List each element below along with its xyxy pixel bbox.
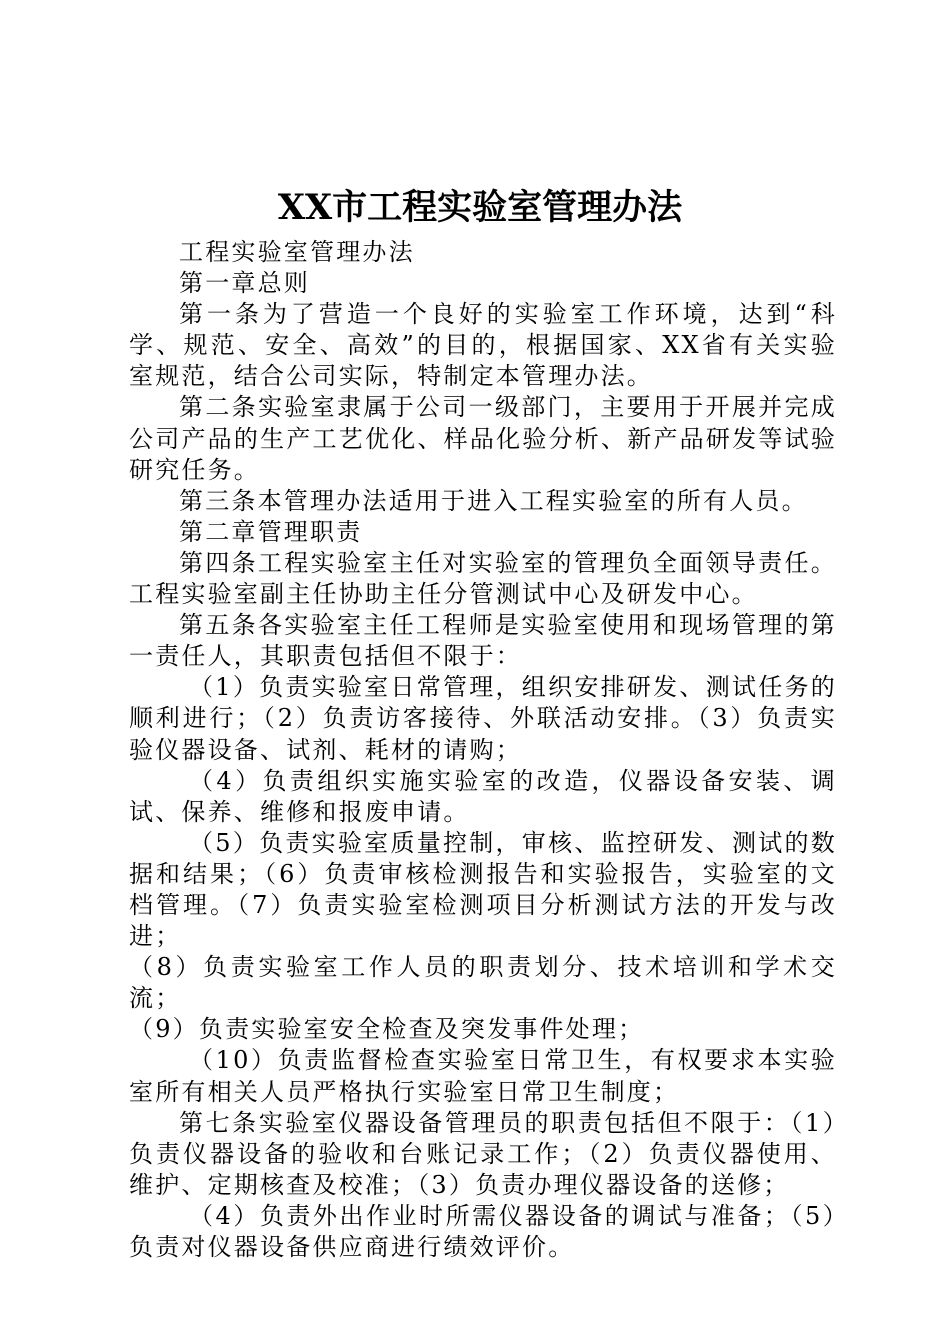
paragraph-duty-8: （8）负责实验室工作人员的职责划分、技术培训和学术交流；: [129, 953, 837, 1013]
paragraph-chapter-2-heading: 第二章管理职责: [179, 517, 363, 546]
document-body: [129, 237, 837, 1263]
paragraph-duty-1-3: （1）负责实验室日常管理，组织安排研发、测试任务的顺利进行；（2）负责访客接待、外联活动安排。（3）负责实验仪器设备、试剂、耗材的请购；: [129, 673, 837, 764]
paragraph-article-7-cont: （4）负责外出作业时所需仪器设备的调试与准备；（5）负责对仪器设备供应商进行绩效评价。: [129, 1201, 837, 1261]
document-title: XX市工程实验室管理办法: [277, 187, 683, 228]
paragraph-duty-10: （10）负责监督检查实验室日常卫生，有权要求本实验室所有相关人员严格执行实验室日常卫生制度；: [129, 1046, 837, 1106]
paragraph-article-1: 第一条为了营造一个良好的实验室工作环境，达到“科学、规范、安全、高效”的目的，根据国家、XX省有关实验室规范，结合公司实际，特制定本管理办法。: [129, 300, 837, 391]
paragraph-article-2: 第二条实验室隶属于公司一级部门，主要用于开展并完成公司产品的生产工艺优化、样品化验分析、新产品研发等试验研究任务。: [129, 393, 837, 484]
paragraph-duty-5-7: （5）负责实验室质量控制，审核、监控研发、测试的数据和结果；（6）负责审核检测报告和实验报告，实验室的文档管理。（7）负责实验室检测项目分析测试方法的开发与改进；: [129, 828, 837, 951]
paragraph-article-3: 第三条本管理办法适用于进入工程实验室的所有人员。: [179, 486, 808, 515]
paragraph-article-4: 第四条工程实验室主任对实验室的管理负全面领导责任。工程实验室副主任协助主任分管测试中心及研发中心。: [129, 548, 837, 609]
paragraph-duty-4: （4）负责组织实施实验室的改造，仪器设备安装、调试、保养、维修和报废申请。: [129, 766, 837, 826]
paragraph-article-7: 第七条实验室仪器设备管理员的职责包括但不限于：（1）负责仪器设备的验收和台账记录工作；（2）负责仪器使用、维护、定期核查及校准；（3）负责办理仪器设备的送修；: [129, 1108, 837, 1199]
paragraph-duty-9: （9）负责实验室安全检查及突发事件处理；: [129, 1015, 645, 1044]
paragraph-subtitle: 工程实验室管理办法: [179, 238, 415, 266]
paragraph-article-5: 第五条各实验室主任工程师是实验室使用和现场管理的第一责任人，其职责包括但不限于：: [129, 611, 837, 671]
paragraph-chapter-1-heading: 第一章总则: [179, 269, 310, 298]
